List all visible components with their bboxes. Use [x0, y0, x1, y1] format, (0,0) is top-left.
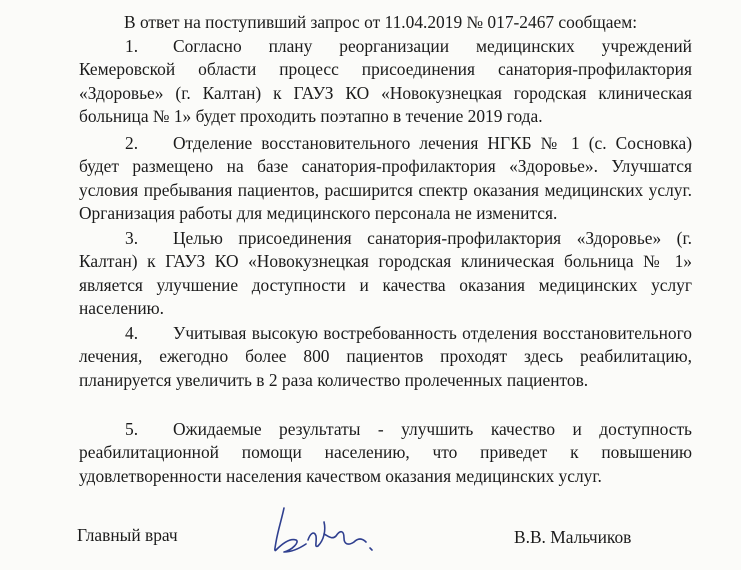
signatory-position: Главный врач [77, 525, 178, 545]
list-item [79, 227, 692, 321]
list-item [79, 418, 692, 488]
letter-intro: В ответ на поступивший запрос от 11.04.2019 № 017-2467 сообщаем: [124, 12, 638, 32]
list-item [79, 322, 692, 392]
signatory-name: В.В. Мальчиков [514, 527, 632, 547]
item-number: 5. [125, 419, 139, 439]
item-number: 4. [125, 323, 139, 343]
item-text: Отделение восстановительного лечения НГКБ № 1 (с. Сосновка) будет размещено на базе санатория-профилактория «Здоровье». Улучшатся условия пребывания пациентов, расширится спектр оказания медицинских услуг. Организация работы для медицинского персонала не изменится. [79, 133, 692, 224]
item-text: Целью присоединения санатория-профилактория «Здоровье» (г. Калтан) к ГАУЗ КО «Новокузнецкая городская клиническая больница № 1» является улучшение доступности и качества оказания медицинских услуг населению. [79, 228, 692, 319]
item-text: Учитывая высокую востребованность отделения восстановительного лечения, ежегодно более 800 пациентов проходят здесь реабилитацию, планируется увеличить в 2 раза количество пролеченных пациентов. [79, 323, 692, 390]
item-number: 2. [125, 133, 139, 153]
list-item [79, 132, 692, 226]
item-number: 1. [125, 36, 139, 56]
handwritten-signature [262, 500, 392, 560]
item-text: Ожидаемые результаты - улучшить качество и доступность реабилитационной помощи населению, что приведет к повышению удовлетворенности населения качеством оказания медицинских услуг. [79, 419, 692, 486]
list-item [79, 35, 692, 129]
item-number: 3. [125, 228, 139, 248]
item-text: Согласно плану реорганизации медицинских учреждений Кемеровской области процесс присоединения санатория-профилактория «Здоровье» (г. Калтан) к ГАУЗ КО «Новокузнецкая городская клиническая больница № 1» будет проходить поэтапно в течение 2019 года. [79, 36, 692, 127]
